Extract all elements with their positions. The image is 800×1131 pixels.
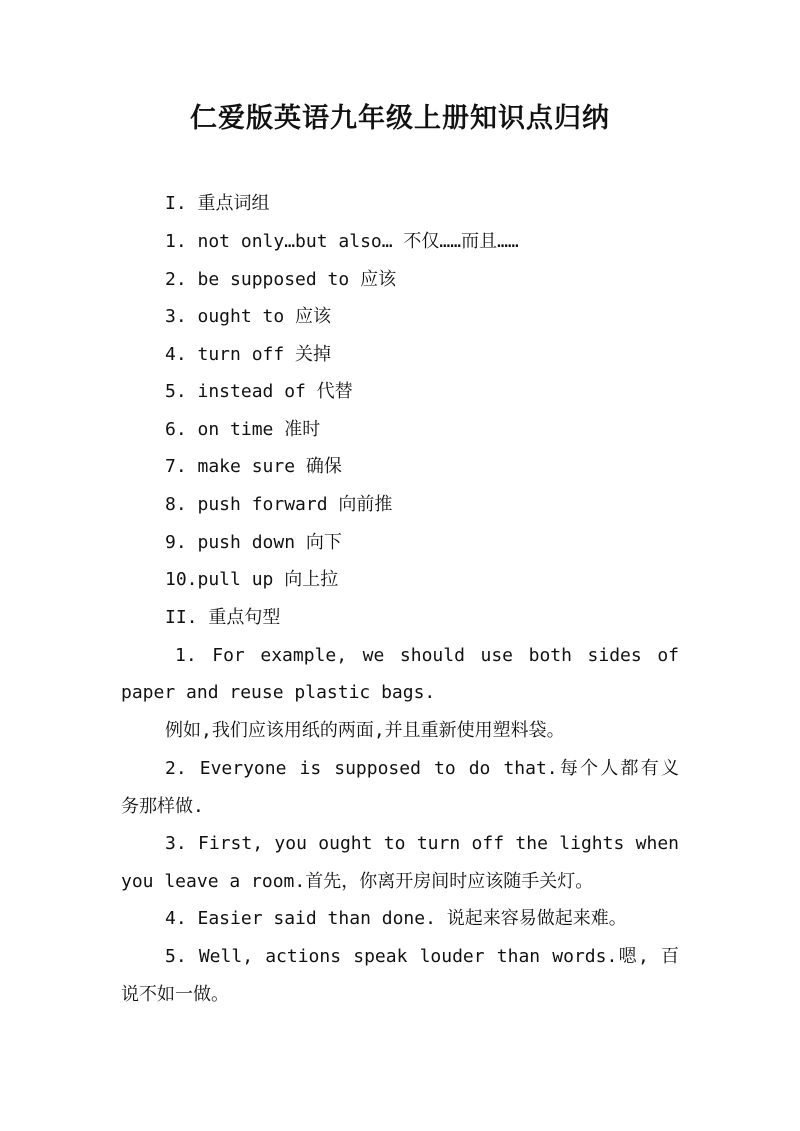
- sentence-5-line-1: 5. Well, actions speak louder than words.嗯, 百: [165, 946, 679, 967]
- sentence-3-line-1: 3. First, you ought to turn off the lights when: [165, 833, 679, 854]
- phrase-item: 3. ought to 应该: [165, 306, 332, 327]
- phrase-item: 4. turn off 关掉: [165, 344, 332, 365]
- sentence-4: 4. Easier said than done. 说起来容易做起来难。: [165, 908, 627, 929]
- sentence-2-line-1: 2. Everyone is supposed to do that.每个人都有义: [165, 758, 679, 779]
- section-heading-sentences: II. 重点句型: [165, 607, 281, 628]
- phrase-item: 6. on time 准时: [165, 419, 321, 440]
- document-title: 仁爱版英语九年级上册知识点归纳: [190, 103, 610, 134]
- phrase-item: 5. instead of 代替: [165, 381, 353, 402]
- phrase-item: 7. make sure 确保: [165, 456, 342, 477]
- phrase-item: 8. push forward 向前推: [165, 494, 393, 515]
- phrase-item: 1. not only…but also… 不仅……而且……: [165, 231, 519, 252]
- sentence-1-line-2: paper and reuse plastic bags.: [121, 682, 436, 703]
- phrase-item: 9. push down 向下: [165, 532, 342, 553]
- phrase-item: 10.pull up 向上拉: [165, 569, 339, 590]
- sentence-1-line-1: 1. For example, we should use both sides of: [175, 645, 679, 666]
- sentence-3-line-2: you leave a room.首先，你离开房间时应该随手关灯。: [121, 871, 594, 892]
- sentence-2-line-2: 务那样做.: [121, 796, 204, 817]
- phrase-item: 2. be supposed to 应该: [165, 269, 397, 290]
- sentence-5-line-2: 说不如一做。: [121, 984, 229, 1005]
- sentence-1-translation: 例如,我们应该用纸的两面,并且重新使用塑料袋。: [165, 720, 565, 741]
- section-heading-phrases: I. 重点词组: [165, 193, 270, 214]
